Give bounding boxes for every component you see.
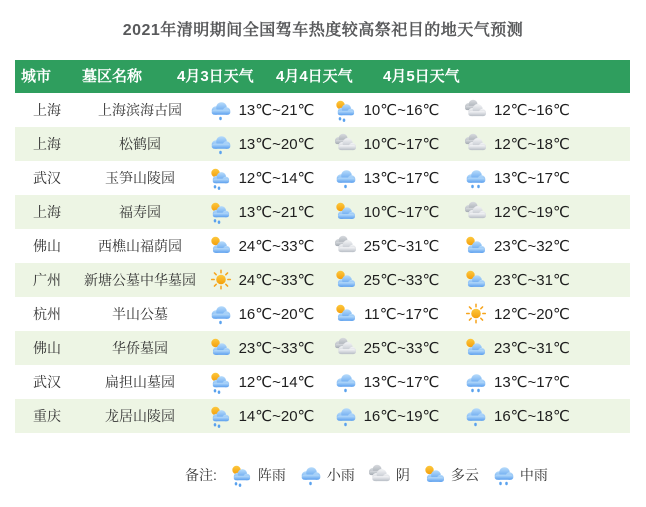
cemetery-cell: 松鹤园 — [119, 136, 161, 152]
weather-cell-apr3 — [201, 132, 321, 156]
weather-cell-apr5 — [451, 404, 628, 428]
cloudy-icon — [333, 200, 359, 224]
weather-cell-apr3 — [201, 98, 321, 122]
legend-item — [229, 463, 286, 487]
table-row — [15, 161, 630, 195]
cemetery-cell: 华侨墓园 — [112, 340, 168, 356]
weather-cell-apr5 — [451, 336, 628, 360]
legend-item-label: 多云 — [450, 467, 479, 483]
overcast-icon — [463, 98, 489, 122]
legend-item-label: 阴 — [395, 467, 410, 483]
temperature-range: 24℃~33℃ — [238, 272, 315, 289]
overcast-icon — [463, 200, 489, 224]
table-row — [15, 93, 630, 127]
cloudy-icon — [463, 234, 489, 258]
weather-cell-apr4 — [321, 98, 451, 122]
cemetery-cell: 半山公墓 — [112, 306, 168, 322]
legend-item-label: 中雨 — [519, 467, 548, 483]
overcast-icon — [463, 132, 489, 156]
weather-cell-apr4 — [321, 200, 451, 224]
temperature-range: 16℃~19℃ — [363, 408, 440, 425]
cemetery-cell: 福寿园 — [119, 204, 161, 220]
temperature-range: 13℃~21℃ — [238, 204, 315, 221]
temperature-range: 11℃~17℃ — [364, 306, 439, 323]
legend-item-label: 小雨 — [326, 467, 355, 483]
cloudy-icon — [208, 234, 234, 258]
legend-item — [298, 463, 355, 487]
weather-cell-apr5 — [451, 166, 628, 190]
temperature-range: 12℃~20℃ — [494, 306, 570, 323]
weather-cell-apr4 — [321, 166, 451, 190]
cloudy-icon — [208, 336, 234, 360]
table-row — [15, 297, 630, 331]
weather-cell-apr4 — [321, 404, 451, 428]
shower-rain-icon — [208, 166, 234, 190]
weather-cell-apr5 — [451, 98, 628, 122]
forecast-table — [15, 60, 630, 433]
temperature-range: 23℃~31℃ — [494, 340, 570, 357]
light-rain-icon — [333, 166, 359, 190]
light-rain-icon — [333, 370, 359, 394]
moderate-rain-icon — [463, 166, 489, 190]
weather-cell-apr5 — [451, 268, 628, 292]
legend-item-label: 阵雨 — [257, 467, 286, 483]
table-body — [15, 93, 630, 433]
shower-rain-icon — [333, 98, 359, 122]
weather-cell-apr5 — [451, 370, 628, 394]
city-cell: 武汉 — [33, 374, 61, 390]
cemetery-cell: 扁担山墓园 — [105, 374, 175, 390]
legend-item — [367, 463, 410, 487]
cemetery-cell: 新塘公墓中华墓园 — [84, 272, 196, 288]
weather-cell-apr5 — [451, 234, 628, 258]
city-cell: 上海 — [33, 136, 61, 152]
weather-cell-apr5 — [451, 132, 628, 156]
weather-cell-apr4 — [321, 302, 451, 326]
table-row — [15, 229, 630, 263]
temperature-range: 25℃~33℃ — [363, 272, 440, 289]
light-rain-icon — [298, 463, 324, 487]
cemetery-cell: 玉笋山陵园 — [105, 170, 175, 186]
cloudy-icon — [422, 463, 448, 487]
temperature-range: 12℃~18℃ — [494, 136, 570, 153]
temperature-range: 25℃~31℃ — [363, 238, 440, 255]
column-header-apr5-weather: 4月5日天气 — [383, 68, 460, 85]
table-row — [15, 195, 630, 229]
overcast-icon — [333, 234, 359, 258]
overcast-icon — [333, 336, 359, 360]
temperature-range: 13℃~17℃ — [494, 374, 570, 391]
light-rain-icon — [463, 404, 489, 428]
table-header-row — [15, 60, 630, 93]
weather-cell-apr3 — [201, 268, 321, 292]
temperature-range: 10℃~17℃ — [363, 136, 440, 153]
cemetery-cell: 龙居山陵园 — [105, 408, 175, 424]
table-row — [15, 127, 630, 161]
light-rain-icon — [208, 132, 234, 156]
legend-item — [491, 463, 548, 487]
cemetery-cell: 上海滨海古园 — [98, 102, 182, 118]
city-cell: 重庆 — [33, 408, 61, 424]
table-row — [15, 331, 630, 365]
temperature-range: 23℃~31℃ — [494, 272, 570, 289]
overcast-icon — [333, 132, 359, 156]
cloudy-icon — [463, 268, 489, 292]
table-row — [15, 399, 630, 433]
weather-cell-apr3 — [201, 234, 321, 258]
temperature-range: 23℃~33℃ — [238, 340, 315, 357]
legend-label: 备注: — [185, 467, 217, 483]
moderate-rain-icon — [491, 463, 517, 487]
temperature-range: 23℃~32℃ — [494, 238, 570, 255]
table-row — [15, 263, 630, 297]
shower-rain-icon — [208, 404, 234, 428]
weather-cell-apr5 — [451, 302, 628, 326]
cloudy-icon — [333, 302, 359, 326]
weather-cell-apr3 — [201, 370, 321, 394]
city-cell: 广州 — [33, 272, 61, 288]
cemetery-cell: 西樵山福荫园 — [98, 238, 182, 254]
weather-cell-apr3 — [201, 166, 321, 190]
weather-cell-apr4 — [321, 268, 451, 292]
temperature-range: 25℃~33℃ — [363, 340, 440, 357]
shower-rain-icon — [208, 200, 234, 224]
temperature-range: 13℃~21℃ — [238, 102, 315, 119]
temperature-range: 16℃~20℃ — [238, 306, 315, 323]
light-rain-icon — [208, 98, 234, 122]
moderate-rain-icon — [463, 370, 489, 394]
light-rain-icon — [208, 302, 234, 326]
column-header-apr3-weather: 4月3日天气 — [177, 68, 254, 85]
city-cell: 上海 — [33, 204, 61, 220]
temperature-range: 13℃~20℃ — [238, 136, 315, 153]
temperature-range: 14℃~20℃ — [238, 408, 315, 425]
temperature-range: 16℃~18℃ — [494, 408, 570, 425]
sunny-icon — [463, 302, 489, 326]
temperature-range: 10℃~17℃ — [363, 204, 440, 221]
shower-rain-icon — [229, 463, 255, 487]
weather-cell-apr3 — [201, 200, 321, 224]
legend — [185, 463, 646, 487]
weather-cell-apr3 — [201, 404, 321, 428]
shower-rain-icon — [208, 370, 234, 394]
city-cell: 上海 — [33, 102, 61, 118]
city-cell: 杭州 — [33, 306, 61, 322]
column-header-cemetery: 墓区名称 — [82, 68, 143, 85]
temperature-range: 12℃~19℃ — [494, 204, 570, 221]
temperature-range: 12℃~16℃ — [494, 102, 570, 119]
column-header-city: 城市 — [21, 68, 52, 85]
table-row — [15, 365, 630, 399]
weather-cell-apr5 — [451, 200, 628, 224]
weather-cell-apr4 — [321, 336, 451, 360]
cloudy-icon — [463, 336, 489, 360]
weather-cell-apr4 — [321, 370, 451, 394]
city-cell: 武汉 — [33, 170, 61, 186]
weather-cell-apr4 — [321, 132, 451, 156]
weather-cell-apr4 — [321, 234, 451, 258]
weather-cell-apr3 — [201, 336, 321, 360]
weather-cell-apr3 — [201, 302, 321, 326]
light-rain-icon — [333, 404, 359, 428]
temperature-range: 13℃~17℃ — [494, 170, 570, 187]
column-header-apr4-weather: 4月4日天气 — [276, 68, 353, 85]
city-cell: 佛山 — [33, 340, 61, 356]
temperature-range: 12℃~14℃ — [238, 374, 315, 391]
city-cell: 佛山 — [33, 238, 61, 254]
overcast-icon — [367, 463, 393, 487]
sunny-icon — [208, 268, 234, 292]
temperature-range: 13℃~17℃ — [363, 170, 440, 187]
temperature-range: 10℃~16℃ — [363, 102, 440, 119]
temperature-range: 24℃~33℃ — [238, 238, 315, 255]
temperature-range: 12℃~14℃ — [238, 170, 315, 187]
legend-item — [422, 463, 479, 487]
page-title: 2021年清明期间全国驾车热度较高祭祀目的地天气预测 — [122, 22, 524, 39]
temperature-range: 13℃~17℃ — [363, 374, 440, 391]
cloudy-icon — [333, 268, 359, 292]
